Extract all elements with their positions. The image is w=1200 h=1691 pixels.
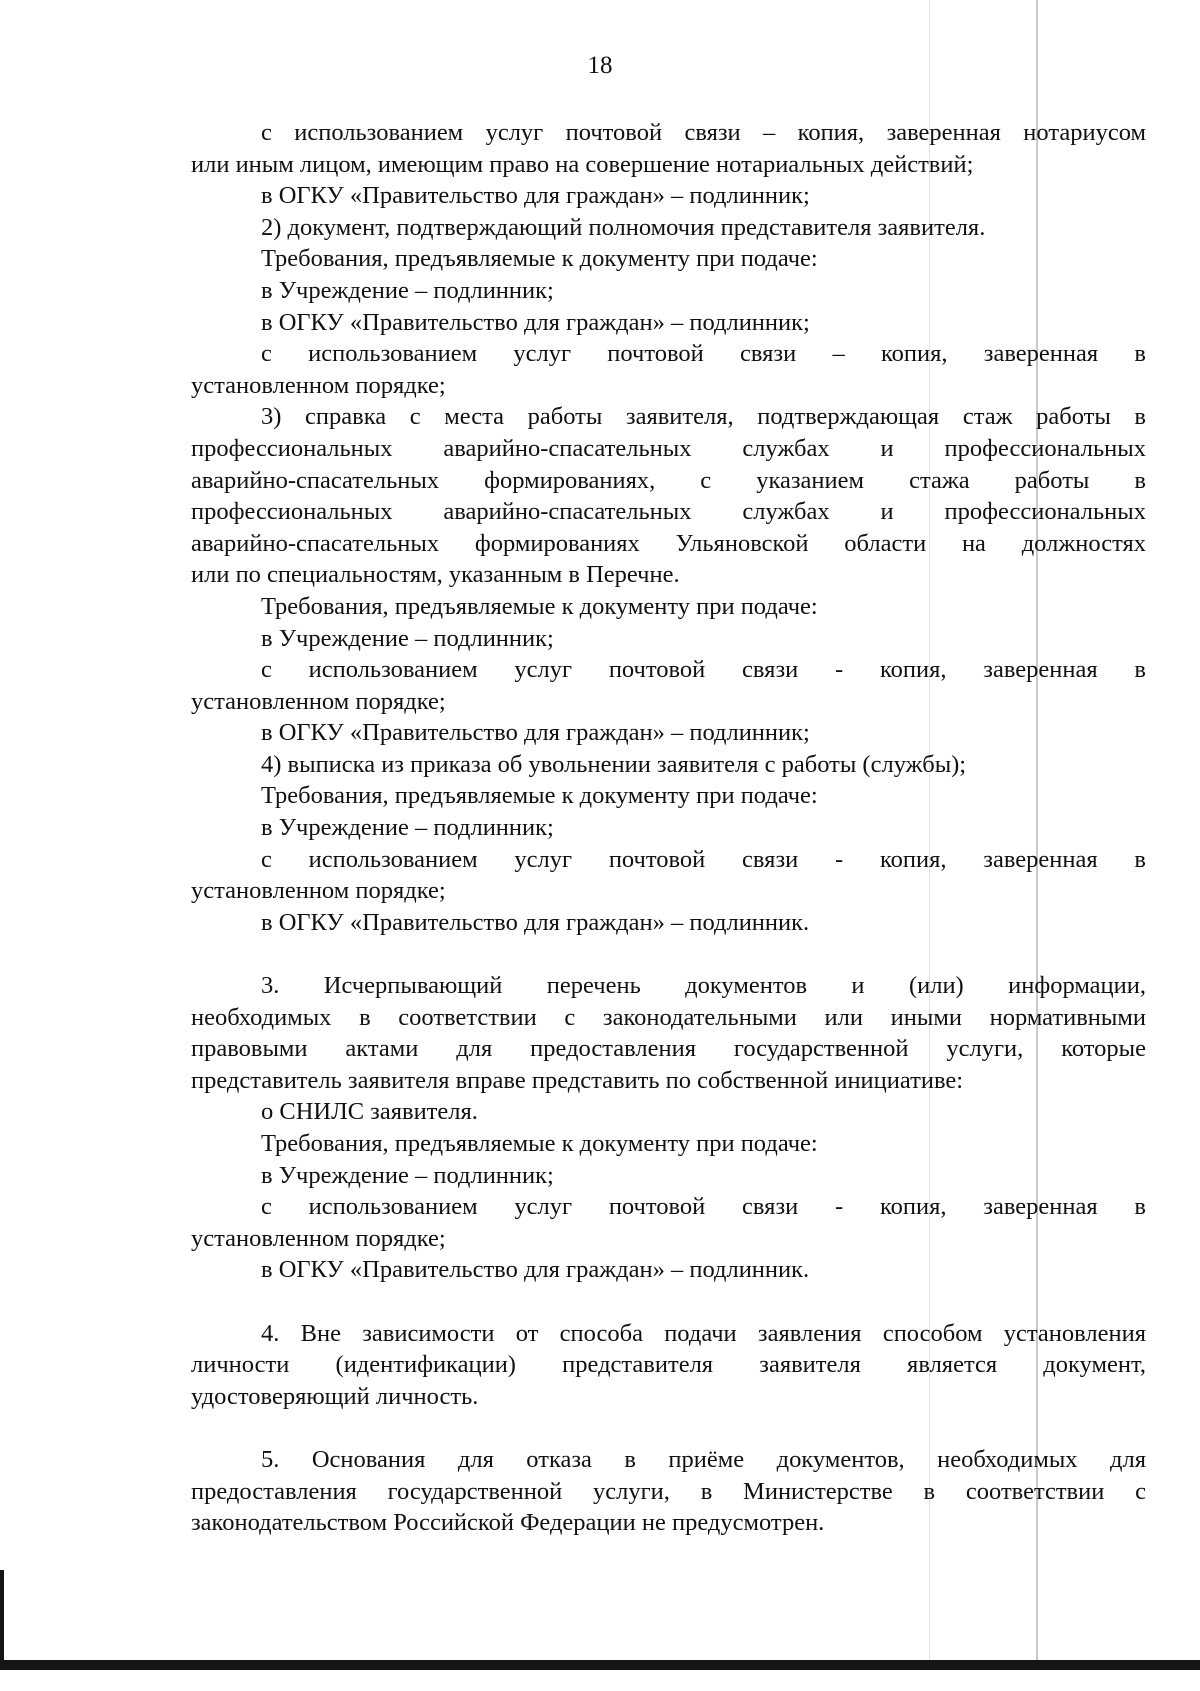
text-line: в ОГКУ «Правительство для граждан» – подлинник; bbox=[261, 308, 810, 336]
text-line: с использованием услуг почтовой связи - копия, заверенная в bbox=[261, 845, 1146, 873]
text-line: профессиональных аварийно-спасательных службах и профессиональных bbox=[191, 498, 1146, 526]
text-line: законодательством Российской Федерации не предусмотрен. bbox=[191, 1509, 825, 1537]
scan-border bbox=[0, 1660, 1200, 1670]
text-line: Требования, предъявляемые к документу при подаче: bbox=[261, 1130, 818, 1157]
text-line: аварийно-спасательных формированиях Ульяновской области на должностях bbox=[191, 529, 1146, 557]
text-line: установленном порядке; bbox=[191, 1224, 446, 1252]
text-line: предоставления государственной услуги, в Министерстве в соответствии с bbox=[191, 1477, 1146, 1505]
text-line: в Учреждение – подлинник; bbox=[261, 814, 554, 842]
text-line: 4. Вне зависимости от способа подачи заявления способом установления bbox=[261, 1319, 1146, 1347]
text-line: в Учреждение – подлинник; bbox=[261, 624, 554, 652]
text-line: Требования, предъявляемые к документу при подаче: bbox=[261, 592, 818, 620]
paragraph-gap bbox=[191, 1412, 1146, 1444]
text-line: Требования, предъявляемые к документу при подаче: bbox=[261, 245, 818, 273]
text-line: о СНИЛС заявителя. bbox=[261, 1098, 478, 1126]
scan-border bbox=[0, 1570, 4, 1670]
text-line: профессиональных аварийно-спасательных службах и профессиональных bbox=[191, 434, 1146, 462]
page-number: 18 bbox=[587, 52, 613, 79]
text-line: в ОГКУ «Правительство для граждан» – подлинник. bbox=[261, 1256, 810, 1284]
text-line: представитель заявителя вправе представить по собственной инициативе: bbox=[191, 1066, 964, 1094]
paragraph-gap bbox=[191, 938, 1146, 970]
text-line: или по специальностям, указанным в Перечне. bbox=[191, 561, 680, 589]
text-line: с использованием услуг почтовой связи – копия, заверенная нотариусом bbox=[261, 119, 1146, 146]
paragraph-gap bbox=[191, 1286, 1146, 1318]
text-line: в ОГКУ «Правительство для граждан» – подлинник; bbox=[261, 719, 810, 747]
text-line: с использованием услуг почтовой связи - копия, заверенная в bbox=[261, 656, 1146, 684]
text-line: аварийно-спасательных формированиях, с указанием стажа работы в bbox=[191, 466, 1146, 494]
text-line: с использованием услуг почтовой связи – копия, заверенная в bbox=[261, 340, 1146, 368]
text-line: в ОГКУ «Правительство для граждан» – подлинник; bbox=[261, 182, 810, 210]
text-line: правовыми актами для предоставления государственной услуги, которые bbox=[191, 1035, 1146, 1063]
text-line: 4) выписка из приказа об увольнении заявителя с работы (службы); bbox=[261, 750, 967, 778]
text-line: в Учреждение – подлинник; bbox=[261, 276, 554, 304]
text-line: 3. Исчерпывающий перечень документов и (или) информации, bbox=[261, 972, 1146, 1000]
text-line: 3) справка с места работы заявителя, подтверждающая стаж работы в bbox=[261, 403, 1146, 431]
text-line: или иным лицом, имеющим право на совершение нотариальных действий; bbox=[191, 150, 974, 178]
text-line: 2) документ, подтверждающий полномочия представителя заявителя. bbox=[261, 213, 986, 241]
text-line: с использованием услуг почтовой связи - копия, заверенная в bbox=[261, 1193, 1146, 1221]
text-line: в Учреждение – подлинник; bbox=[261, 1161, 554, 1189]
text-line: установленном порядке; bbox=[191, 877, 446, 905]
text-line: удостоверяющий личность. bbox=[191, 1382, 479, 1410]
document-body bbox=[191, 117, 1146, 1539]
text-line: 5. Основания для отказа в приёме документов, необходимых для bbox=[261, 1445, 1146, 1473]
text-line: в ОГКУ «Правительство для граждан» – подлинник. bbox=[261, 908, 810, 936]
text-line: установленном порядке; bbox=[191, 371, 446, 399]
text-line: установленном порядке; bbox=[191, 687, 446, 715]
text-line: необходимых в соответствии с законодательными или иными нормативными bbox=[191, 1003, 1146, 1031]
text-line: личности (идентификации) представителя заявителя является документ, bbox=[191, 1351, 1146, 1379]
text-line: Требования, предъявляемые к документу при подаче: bbox=[261, 782, 818, 810]
